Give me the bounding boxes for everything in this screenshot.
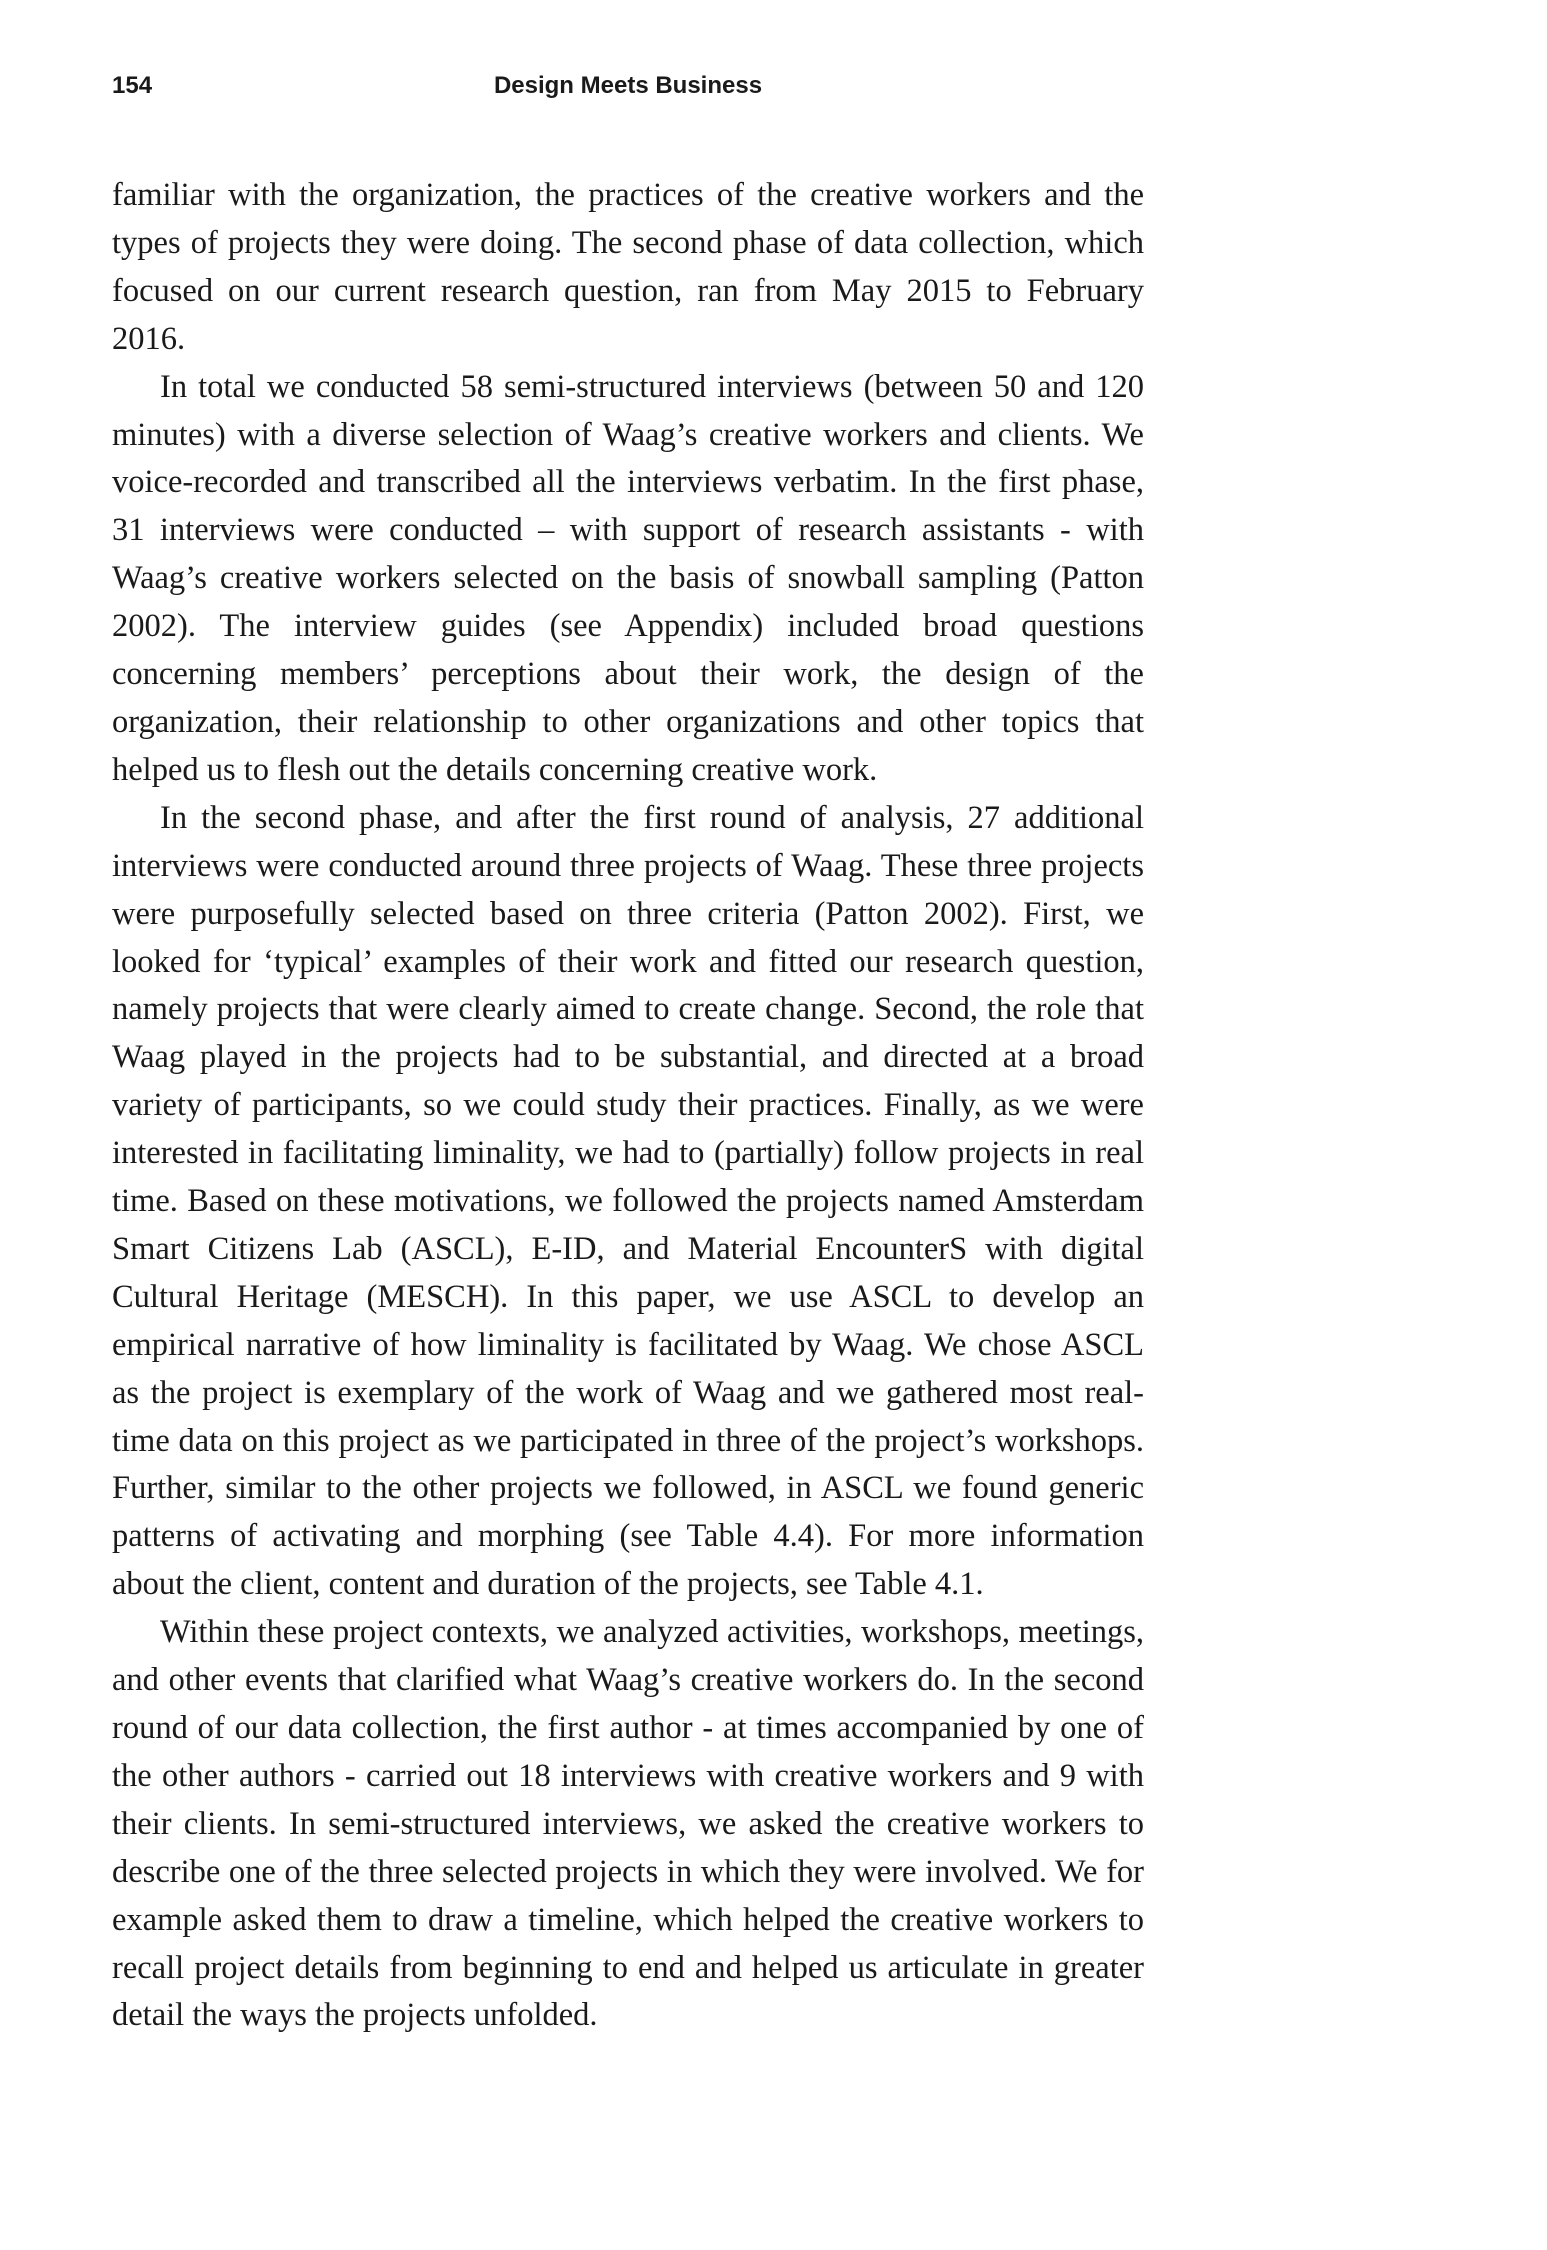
body-text	[112, 172, 1144, 2040]
paragraph-second-phase: In the second phase, and after the first round of analysis, 27 additional interviews were conducted around three projects of Waag. These three projects were purposefully selected based on three criteria (Patton 2002). First, we looked for ‘typical’ examples of their work and fitted our research question, namely projects that were clearly aimed to create change. Second, the role that Waag played in the projects had to be substantial, and directed at a broad variety of participants, so we could study their practices. Finally, as we were interested in facilitating liminality, we had to (partially) follow projects in real time. Based on these motivations, we followed the projects named Amsterdam Smart Citizens Lab (ASCL), E-ID, and Material EncounterS with digital Cultural Heritage (MESCH). In this paper, we use ASCL to develop an empirical narrative of how liminality is facilitated by Waag. We chose ASCL as the project is exemplary of the work of Waag and we gathered most real-time data on this project as we participated in three of the project’s workshops. Further, similar to the other projects we followed, in ASCL we found generic patterns of activating and morphing (see Table 4.4). For more information about the client, content and duration of the projects, see Table 4.1.	[112, 799, 1144, 1603]
paragraph-interviews-overview: In total we conducted 58 semi-structured interviews (between 50 and 120 minutes) with a diverse selection of Waag’s creative workers and clients. We voice-recorded and transcribed all the interviews verbatim. In the first phase, 31 interviews were conducted – with support of research assistants - with Waag’s creative workers selected on the basis of snowball sampling (Patton 2002). The interview guides (see Appendix) included broad questions concerning members’ perceptions about their work, the design of the organization, their relationship to other organizations and other topics that helped us to flesh out the details concerning creative work.	[112, 368, 1144, 788]
book-title: Design Meets Business	[493, 72, 763, 99]
paragraph-continuation: familiar with the organization, the practices of the creative workers and the types of projects they were doing. The second phase of data collection, which focused on our current research question, ran from May 2015 to February 2016.	[112, 177, 1144, 357]
page-number: 154	[112, 72, 153, 99]
running-header	[112, 66, 1144, 106]
paragraph-project-contexts: Within these project contexts, we analyzed activities, workshops, meetings, and other events that clarified what Waag’s creative workers do. In the second round of our data collection, the first author - at times accompanied by one of the other authors - carried out 18 interviews with creative workers and 9 with their clients. In semi-structured interviews, we asked the creative workers to describe one of the three selected projects in which they were involved. We for example asked them to draw a timeline, which helped the creative workers to recall project details from beginning to end and helped us articulate in greater detail the ways the projects unfolded.	[112, 1614, 1144, 2034]
